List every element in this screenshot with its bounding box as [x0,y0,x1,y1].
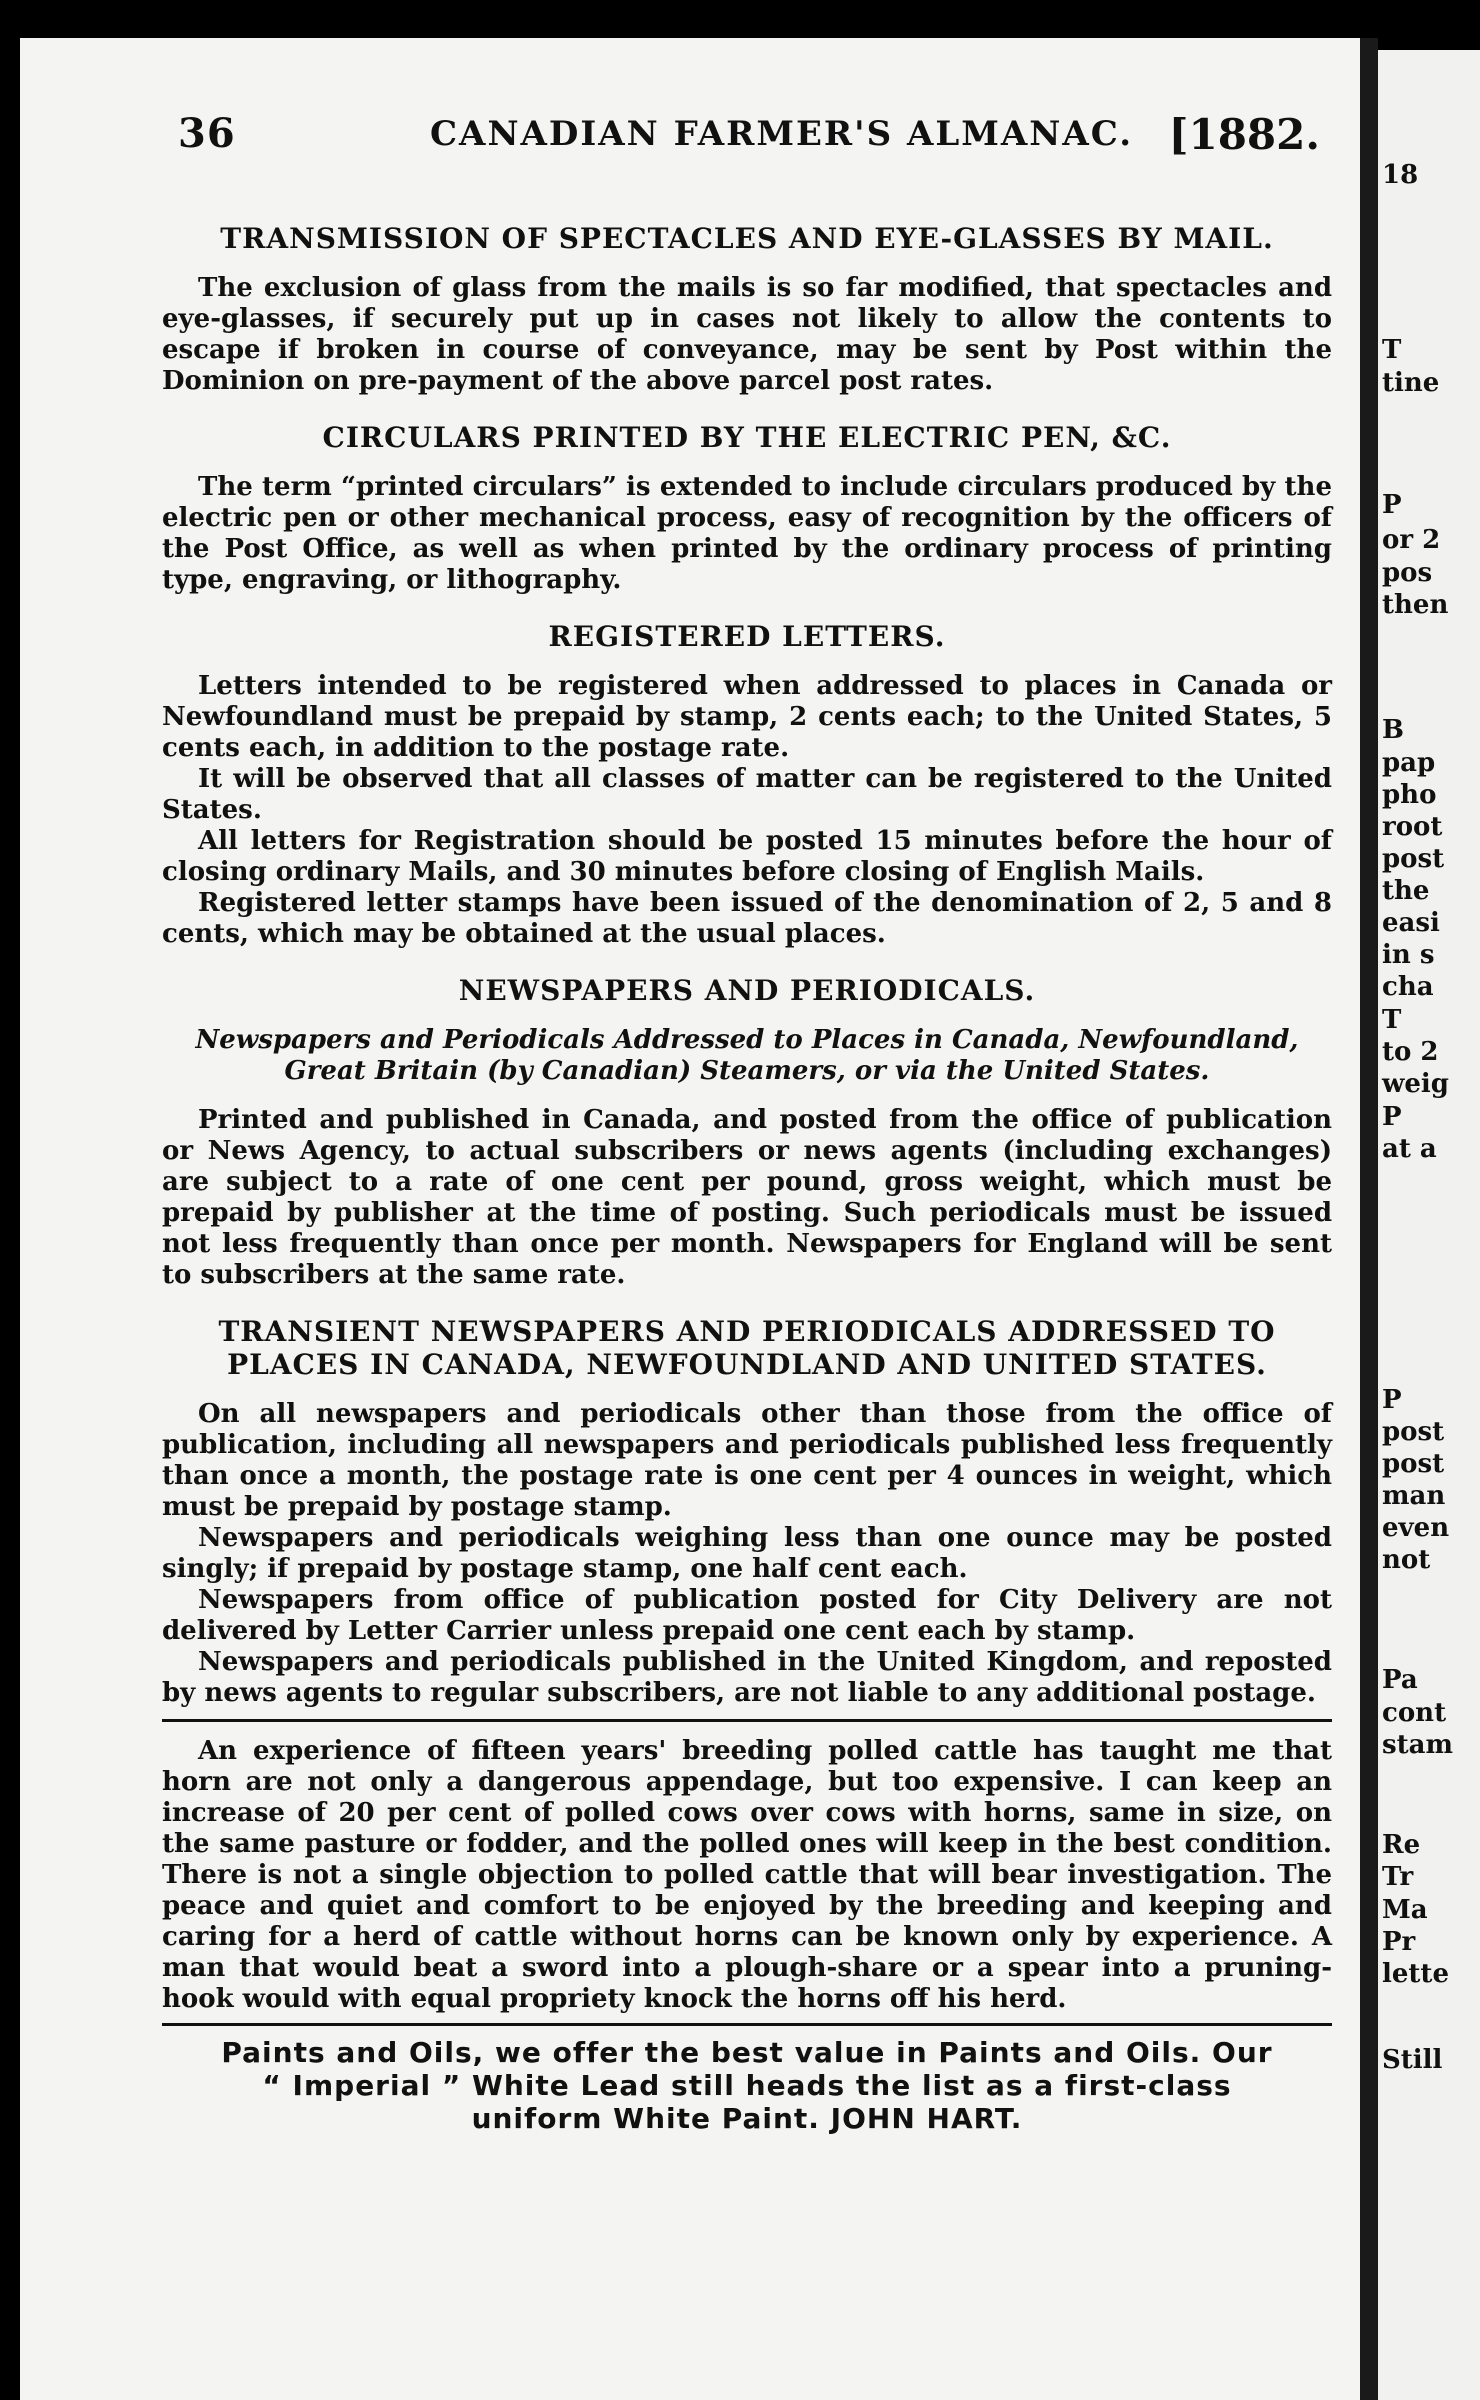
paragraph: Newspapers and periodicals weighing less than one ounce may be posted singly; if prepaid by postage stamp, one half cent each. [162,1523,1332,1584]
next-page-fragment: P [1382,490,1402,520]
scan-top-border [0,0,1480,38]
next-page-fragment: easi [1382,908,1440,938]
next-page-fragment: at a [1382,1134,1437,1164]
divider-rule [162,2023,1332,2026]
next-page-fragment: tine [1382,368,1440,398]
next-page-fragment: cha [1382,972,1434,1002]
next-page-fragment: B [1382,715,1404,745]
next-page-fragment: not [1382,1545,1431,1575]
next-page-fragment: pap [1382,748,1436,778]
page-header [150,110,1320,170]
paragraph: Newspapers from office of publication posted for City Delivery are not delivered by Letter Carrier unless prepaid one cent each by stamp. [162,1585,1332,1646]
paragraph: It will be observed that all classes of matter can be registered to the United States. [162,764,1332,825]
section-heading: REGISTERED LETTERS. [548,620,946,653]
next-page-edge [1378,50,1480,2400]
next-page-fragment: Tr [1382,1862,1414,1892]
advertisement [162,2036,1332,2135]
next-page-fragment: then [1382,590,1449,620]
section-heading: CIRCULARS PRINTED BY THE ELECTRIC PEN, &C. [322,421,1172,454]
paragraph: All letters for Registration should be posted 15 minutes before the hour of closing ordinary Mails, and 30 minutes before closing of English Mails. [162,826,1332,887]
next-page-fragment: even [1382,1513,1450,1543]
year-label: [1882. [1168,110,1320,159]
ad-line: uniform White Paint. JOHN HART. [471,2102,1023,2135]
next-page-fragment: Re [1382,1830,1421,1860]
next-page-fragment: the [1382,876,1430,906]
ad-line: “ Imperial ” White Lead still heads the list as a first-class [262,2069,1232,2102]
next-page-fragment: stam [1382,1730,1454,1760]
paragraph: The term “printed circulars” is extended to include circulars produced by the electric pen or other mechanical process, easy of recognition by the officers of the Post Office, as well as when printed by the ordinary process of printing type, engraving, or lithography. [162,472,1332,595]
paragraph: Newspapers and periodicals published in the United Kingdom, and reposted by news agents to regular subscribers, are not liable to any additional postage. [162,1647,1332,1708]
next-page-fragment: post [1382,1449,1445,1479]
next-page-fragment: or 2 [1382,525,1441,555]
section-subheading: Newspapers and Periodicals Addressed to Places in Canada, Newfoundland, Great Britain (by Canadian) Steamers, or via the United States. [195,1025,1299,1086]
next-page-fragment: pho [1382,780,1437,810]
page-body [162,222,1332,2135]
paragraph: The exclusion of glass from the mails is so far modified, that spectacles and eye-glasses, if securely put up in cases not likely to allow the contents to escape if broken in course of conveyance, may be sent by Post within the Dominion on pre-payment of the above parcel post rates. [162,273,1332,396]
next-page-fragment: man [1382,1481,1446,1511]
section-heading: NEWSPAPERS AND PERIODICALS. [458,974,1036,1007]
next-page-fragment: Pr [1382,1927,1416,1957]
next-page-fragment: in s [1382,940,1435,970]
divider-rule [162,1719,1332,1722]
cattle-note: An experience of fifteen years' breeding polled cattle has taught me that horn are not only a dangerous appendage, but too expensive. I can keep an increase of 20 per cent of polled cows over cows with horns, same in size, on the same pasture or fodder, and the polled ones will keep in the best condition. There is not a single objection to polled cattle that will bear investigation. The peace and quiet and comfort to be enjoyed by the breeding and keeping and caring for a herd of cattle without horns can be known only by experience. A man that would beat a sword into a plough-share or a spear into a pruning-hook would with equal propriety knock the horns off his herd. [162,1736,1332,2014]
next-page-fragment: T [1382,335,1402,365]
book-gutter [1360,38,1378,2400]
next-page-fragment: Pa [1382,1665,1418,1695]
paragraph: On all newspapers and periodicals other than those from the office of publication, including all newspapers and periodicals published less frequently than once a month, the postage rate is one cent per 4 ounces in weight, which must be prepaid by postage stamp. [162,1399,1332,1522]
paragraph: Letters intended to be registered when addressed to places in Canada or Newfoundland must be prepaid by stamp, 2 cents each; to the United States, 5 cents each, in addition to the postage rate. [162,671,1332,763]
section-heading: TRANSIENT NEWSPAPERS AND PERIODICALS ADDRESSED TO PLACES IN CANADA, NEWFOUNDLAND AND UNITED STATES. [218,1315,1276,1381]
running-title: CANADIAN FARMER'S ALMANAC. [430,114,1134,154]
next-page-fragment: T [1382,1005,1402,1035]
next-page-fragment: cont [1382,1698,1447,1728]
next-page-fragment: post [1382,1417,1445,1447]
next-page-fragment: post [1382,844,1445,874]
next-page-fragment: pos [1382,558,1433,588]
next-page-fragment: 18 [1382,160,1419,190]
ad-line: Paints and Oils, we offer the best value in Paints and Oils. Our [221,2036,1273,2069]
next-page-fragment: Ma [1382,1895,1428,1925]
section-heading: TRANSMISSION OF SPECTACLES AND EYE-GLASSES BY MAIL. [220,222,1274,255]
next-page-fragment: lette [1382,1959,1449,1989]
next-page-fragment: P [1382,1102,1402,1132]
next-page-fragment: Still [1382,2045,1443,2075]
next-page-fragment: weig [1382,1069,1449,1099]
next-page-fragment: root [1382,812,1443,842]
page-number: 36 [178,110,236,157]
next-page-fragment: to 2 [1382,1037,1439,1067]
paragraph: Registered letter stamps have been issued of the denomination of 2, 5 and 8 cents, which may be obtained at the usual places. [162,888,1332,949]
paragraph: Printed and published in Canada, and posted from the office of publication or News Agency, to actual subscribers or news agents (including exchanges) are subject to a rate of one cent per pound, gross weight, which must be prepaid by publisher at the time of posting. Such periodicals must be issued not less frequently than once per month. Newspapers for England will be sent to subscribers at the same rate. [162,1105,1332,1290]
next-page-fragment: P [1382,1385,1402,1415]
